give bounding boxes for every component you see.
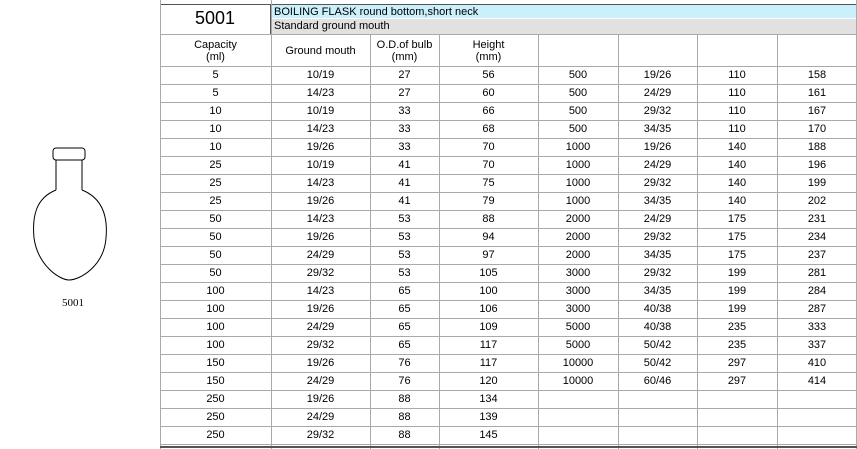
table-cell: 19/26 — [306, 231, 335, 243]
table-cell: 25 — [209, 159, 222, 171]
table-cell: 14/23 — [306, 213, 335, 225]
table-cell: 5000 — [565, 339, 591, 351]
table-cell: 3000 — [565, 285, 591, 297]
table-cell: 60/46 — [643, 375, 672, 387]
table-cell: 235 — [727, 339, 747, 351]
table-cell: 24/29 — [306, 249, 335, 261]
table-cell: 53 — [398, 213, 411, 225]
table-cell: 53 — [398, 267, 411, 279]
header-capacity-unit: (ml) — [206, 51, 225, 63]
table-cell: 139 — [479, 411, 498, 423]
header-height-label: Height — [472, 39, 505, 51]
table-cell: 27 — [398, 87, 411, 99]
table-cell: 196 — [807, 159, 827, 171]
table-cell: 199 — [807, 177, 827, 189]
table-cell: 202 — [807, 195, 827, 207]
table-cell: 1000 — [565, 195, 591, 207]
table-cell: 24/29 — [306, 321, 335, 333]
table-cell: 34/35 — [643, 123, 672, 135]
table-cell: 14/23 — [306, 177, 335, 189]
table-cell: 53 — [398, 249, 411, 261]
table-cell: 97 — [482, 249, 495, 261]
table-cell: 29/32 — [306, 339, 335, 351]
product-subtitle: Standard ground mouth — [271, 19, 857, 34]
table-cell: 287 — [807, 303, 827, 315]
table-cell: 14/23 — [306, 285, 335, 297]
table-cell: 100 — [206, 321, 225, 333]
table-cell: 500 — [568, 105, 588, 117]
table-cell: 110 — [728, 87, 746, 99]
table-cell: 1000 — [565, 141, 591, 153]
flask-figure — [0, 0, 160, 449]
table-cell: 235 — [727, 321, 747, 333]
table-cell: 10 — [209, 141, 222, 153]
table-cell: 24/29 — [643, 87, 672, 99]
table-cell: 10000 — [562, 357, 594, 369]
table-cell: 175 — [727, 249, 747, 261]
header-capacity-label: Capacity — [194, 39, 237, 51]
table-cell: 76 — [398, 375, 411, 387]
table-cell: 106 — [479, 303, 498, 315]
table-cell: 281 — [807, 267, 827, 279]
table-cell: 140 — [727, 195, 747, 207]
table-cell: 158 — [807, 69, 827, 81]
table-cell: 50 — [209, 213, 222, 225]
table-cell: 1000 — [565, 159, 591, 171]
table-cell: 199 — [727, 303, 747, 315]
table-cell: 24/29 — [643, 159, 672, 171]
table-cell: 1000 — [565, 177, 591, 189]
table-cell: 68 — [482, 123, 495, 135]
table-cell: 297 — [727, 375, 747, 387]
table-cell: 175 — [727, 213, 747, 225]
table-cell: 75 — [482, 177, 495, 189]
table-cell: 66 — [482, 105, 495, 117]
table-cell: 140 — [727, 159, 747, 171]
grid-hline — [160, 34, 857, 35]
table-cell: 79 — [482, 195, 495, 207]
table-cell: 19/26 — [306, 195, 335, 207]
table-cell: 3000 — [565, 303, 591, 315]
table-cell: 188 — [807, 141, 827, 153]
table-cell: 105 — [479, 267, 498, 279]
table-cell: 14/23 — [306, 87, 335, 99]
table-cell: 25 — [209, 195, 222, 207]
table-cell: 2000 — [565, 249, 591, 261]
table-cell: 60 — [482, 87, 495, 99]
table-cell: 10 — [209, 105, 222, 117]
table-cell: 175 — [727, 231, 747, 243]
table-cell: 53 — [398, 231, 411, 243]
table-cell: 10/19 — [306, 105, 335, 117]
table-cell: 88 — [482, 213, 495, 225]
table-cell: 5 — [212, 69, 219, 81]
table-cell: 10/19 — [306, 69, 335, 81]
table-cell: 65 — [398, 339, 411, 351]
table-cell: 250 — [206, 393, 225, 405]
table-cell: 414 — [807, 375, 827, 387]
table-cell: 5000 — [565, 321, 591, 333]
table-cell: 88 — [398, 393, 411, 405]
table-cell: 50 — [209, 249, 222, 261]
table-cell: 29/32 — [643, 267, 672, 279]
table-cell: 70 — [482, 141, 495, 153]
table-cell: 167 — [807, 105, 827, 117]
header-od-bulb — [370, 39, 439, 63]
header-height — [439, 39, 538, 63]
table-cell: 10 — [209, 123, 222, 135]
table-cell: 14/23 — [306, 123, 335, 135]
table-cell: 110 — [728, 69, 746, 81]
table-cell: 29/32 — [306, 267, 335, 279]
table-cell: 199 — [727, 267, 747, 279]
table-cell: 19/26 — [643, 141, 672, 153]
boiling-flask-icon — [30, 146, 112, 291]
table-cell: 140 — [727, 177, 747, 189]
table-cell: 500 — [568, 123, 588, 135]
table-cell: 50/42 — [643, 357, 672, 369]
table-cell: 297 — [727, 357, 747, 369]
table-cell: 117 — [479, 339, 498, 351]
table-cell: 76 — [398, 357, 411, 369]
table-cell: 140 — [727, 141, 747, 153]
table-cell: 120 — [479, 375, 498, 387]
table-cell: 150 — [206, 357, 225, 369]
table-cell: 2000 — [565, 231, 591, 243]
table-cell: 19/26 — [306, 141, 335, 153]
table-cell: 25 — [209, 177, 222, 189]
table-cell: 100 — [206, 339, 225, 351]
table-cell: 29/32 — [643, 177, 672, 189]
table-cell: 19/26 — [306, 303, 335, 315]
header-od-bulb-label: O.D.of bulb — [376, 39, 433, 51]
table-cell: 33 — [398, 141, 411, 153]
table-cell: 70 — [482, 159, 495, 171]
table-cell: 29/32 — [643, 231, 672, 243]
table-cell: 24/29 — [306, 411, 335, 423]
table-cell: 65 — [398, 285, 411, 297]
table-cell: 161 — [807, 87, 827, 99]
table-cell: 5 — [212, 87, 219, 99]
table-cell: 150 — [206, 375, 225, 387]
table-cell: 50 — [209, 267, 222, 279]
table-cell: 33 — [398, 105, 411, 117]
table-cell: 500 — [568, 87, 588, 99]
table-cell: 100 — [479, 285, 498, 297]
table-cell: 10/19 — [306, 159, 335, 171]
figure-label: 5001 — [62, 297, 84, 309]
table-cell: 34/35 — [643, 195, 672, 207]
table-cell: 410 — [807, 357, 827, 369]
table-cell: 109 — [479, 321, 498, 333]
product-title: BOILING FLASK round bottom,short neck — [271, 4, 857, 18]
table-cell: 110 — [728, 123, 746, 135]
table-cell: 40/38 — [643, 321, 672, 333]
table-cell: 100 — [206, 285, 225, 297]
table-cell: 65 — [398, 303, 411, 315]
spec-table — [160, 0, 857, 449]
table-cell: 50 — [209, 231, 222, 243]
table-cell: 100 — [206, 303, 225, 315]
table-cell: 250 — [206, 411, 225, 423]
table-cell: 250 — [206, 429, 225, 441]
table-cell: 337 — [807, 339, 827, 351]
header-capacity — [160, 39, 271, 63]
table-cell: 333 — [807, 321, 827, 333]
table-cell: 27 — [398, 69, 411, 81]
table-cell: 41 — [398, 159, 411, 171]
header-ground-mouth-label: Ground mouth — [285, 45, 356, 57]
table-cell: 34/35 — [643, 285, 672, 297]
table-cell: 19/26 — [306, 393, 335, 405]
table-cell: 41 — [398, 195, 411, 207]
header-od-bulb-unit: (mm) — [391, 51, 418, 63]
table-cell: 134 — [479, 393, 498, 405]
table-cell: 199 — [727, 285, 747, 297]
table-cell: 19/26 — [643, 69, 672, 81]
table-cell: 145 — [479, 429, 498, 441]
table-cell: 94 — [482, 231, 495, 243]
table-cell: 65 — [398, 321, 411, 333]
table-cell: 110 — [728, 105, 746, 117]
table-cell: 24/29 — [643, 213, 672, 225]
table-cell: 231 — [807, 213, 827, 225]
table-cell: 500 — [568, 69, 588, 81]
table-cell: 3000 — [565, 267, 591, 279]
table-cell: 170 — [807, 123, 827, 135]
table-bottom-border — [160, 446, 857, 448]
table-cell: 88 — [398, 411, 411, 423]
table-cell: 41 — [398, 177, 411, 189]
table-cell: 24/29 — [306, 375, 335, 387]
table-cell: 88 — [398, 429, 411, 441]
table-cell: 33 — [398, 123, 411, 135]
table-cell: 50/42 — [643, 339, 672, 351]
grid-hline — [160, 444, 857, 445]
table-cell: 284 — [807, 285, 827, 297]
table-cell: 29/32 — [306, 429, 335, 441]
table-cell: 56 — [482, 69, 495, 81]
header-height-unit: (mm) — [475, 51, 502, 63]
header-ground-mouth — [271, 45, 370, 57]
table-cell: 117 — [479, 357, 498, 369]
table-cell: 29/32 — [643, 105, 672, 117]
table-cell: 34/35 — [643, 249, 672, 261]
product-code: 5001 — [194, 8, 236, 28]
table-cell: 234 — [807, 231, 827, 243]
table-cell: 19/26 — [306, 357, 335, 369]
table-cell: 2000 — [565, 213, 591, 225]
table-cell: 40/38 — [643, 303, 672, 315]
table-cell: 10000 — [562, 375, 594, 387]
table-cell: 237 — [807, 249, 827, 261]
